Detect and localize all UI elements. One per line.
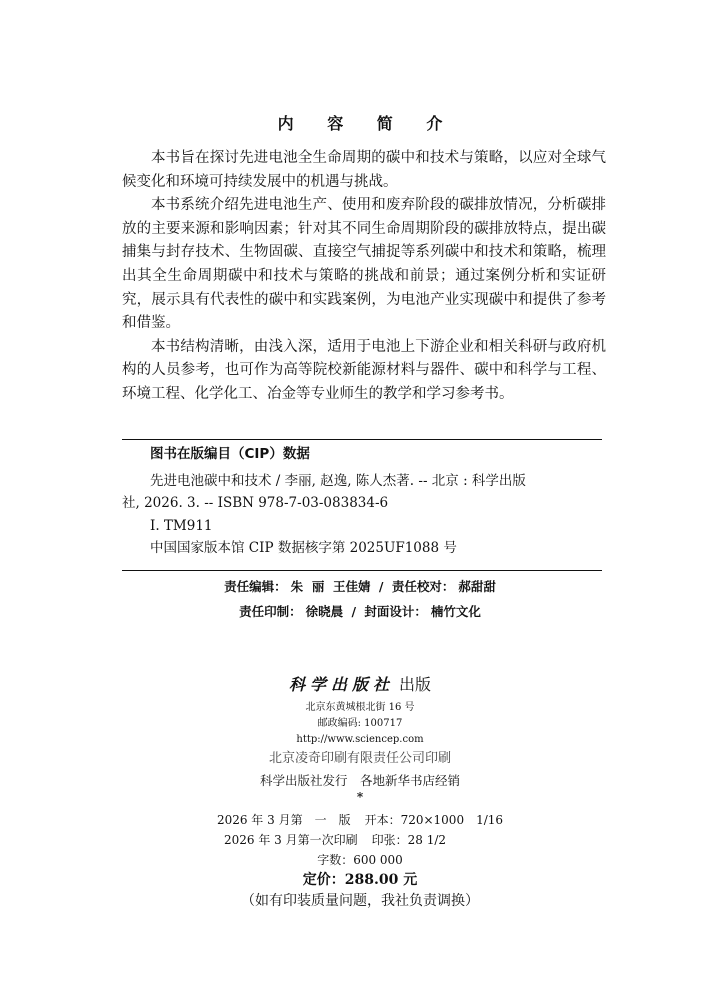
credits-row-editors — [0, 574, 720, 599]
content-summary — [122, 147, 606, 407]
printing-label: 责任印制： — [239, 604, 302, 619]
word-count: 字数：600 000 — [317, 853, 403, 867]
printer: 北京凌奇印刷有限责任公司印刷 — [268, 751, 451, 766]
distribution: 科学出版社发行 各地新华书店经销 — [259, 773, 460, 788]
printing-line — [0, 830, 720, 850]
summary-paragraph-3: 本书结构清晰，由浅入深，适用于电池上下游企业和相关科研与政府机构的人员参考，也可作为高等院校新能源材料与器件、碳中和科学与工程、环境工程、化学化工、冶金等专业师生的教学和学习参考书。 — [122, 338, 606, 402]
printing-date: 2026 年 3 月第一次印刷 — [223, 833, 358, 847]
publisher-line — [0, 670, 720, 700]
cip-classification: Ⅰ. TM911 — [150, 517, 213, 534]
proofreader-label: 责任校对： — [391, 579, 455, 594]
publisher-address: 北京东黄城根北街 16 号 — [305, 702, 415, 713]
format: 开本：720×1000 1/16 — [364, 813, 504, 827]
separator-star: * — [356, 790, 364, 804]
cip-library-record: 中国国家版本馆 CIP 数据核字第 2025UF1088 号 — [150, 540, 457, 556]
cover-label: 封面设计： — [364, 604, 427, 619]
editor-names: 朱 丽 王佳婧 — [290, 579, 371, 594]
imprint — [0, 670, 720, 912]
website: http://www.sciencep.com — [296, 734, 424, 745]
publishes-label: 出版 — [399, 675, 432, 694]
page-title: 内 容 简 介 — [277, 114, 457, 133]
sheets: 印张：28 1/2 — [371, 833, 447, 847]
cip-block — [122, 443, 602, 560]
cip-title: 图书在版编目（CIP）数据 — [150, 446, 310, 462]
cip-entry-line-2: 社, 2026. 3. -- ISBN 978-7-03-083834-6 — [122, 495, 389, 511]
separator: / — [351, 604, 357, 619]
credits — [0, 574, 720, 624]
publisher-name: 科学出版社 — [288, 675, 394, 694]
separator: / — [378, 579, 384, 594]
quality-notice: （如有印装质量问题，我社负责调换） — [241, 893, 479, 909]
summary-paragraph-2: 本书系统介绍先进电池生产、使用和废弃阶段的碳排放情况，分析碳排放的主要来源和影响因素；针对其不同生命周期阶段的碳排放特点，提出碳捕集与封存技术、生物固碳、直接空气捕捉等系列碳中和技术和策略，梳理出其全生命周期碳中和技术与策略的挑战和前景；通过案例分析和实证研究，展示具有代表性的碳中和实践案例，为电池产业实现碳中和提供了参考和借鉴。 — [122, 197, 606, 332]
cip-top-rule — [122, 439, 602, 440]
printing-name: 徐晓晨 — [305, 604, 344, 619]
edition: 2026 年 3 月第 一 版 — [216, 813, 351, 827]
proofreader-name: 郝甜甜 — [458, 579, 496, 594]
editor-label: 责任编辑： — [224, 579, 287, 594]
summary-paragraph-1: 本书旨在探讨先进电池全生命周期的碳中和技术与策略，以应对全球气候变化和环境可持续发展中的机遇与挑战。 — [122, 150, 606, 190]
postcode: 邮政编码: 100717 — [317, 718, 403, 729]
cip-bottom-rule — [122, 570, 602, 571]
edition-line — [0, 810, 720, 830]
cip-entry-line-1: 先进电池碳中和技术 / 李丽, 赵逸, 陈人杰著. -- 北京 : 科学出版 — [150, 472, 526, 489]
credits-row-production — [0, 599, 720, 624]
price: 定价：288.00 元 — [302, 872, 418, 888]
cover-designer: 楠竹文化 — [430, 604, 481, 619]
